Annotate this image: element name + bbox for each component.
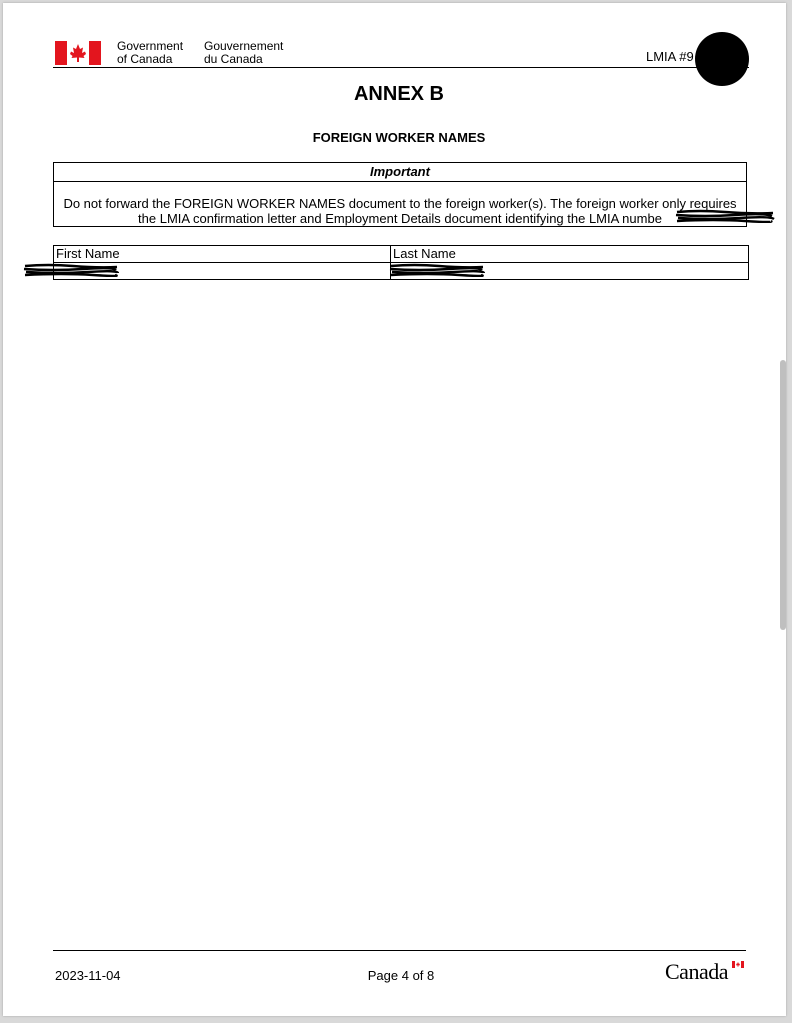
- government-of-canada-label: Government of Canada: [117, 39, 184, 66]
- canada-flag-icon: [55, 41, 101, 65]
- section-title: FOREIGN WORKER NAMES: [312, 130, 486, 145]
- gouvernement-du-canada-label: Gouvernement du Canada: [204, 39, 284, 66]
- table-header-row: [54, 246, 749, 263]
- document-page: [3, 3, 786, 1016]
- important-divider: [54, 181, 746, 182]
- lmia-number-label: LMIA #9: [646, 49, 694, 64]
- footer-page-number: Page 4 of 8: [367, 968, 435, 983]
- annex-title: ANNEX B: [353, 83, 444, 105]
- important-text: Do not forward the FOREIGN WORKER NAMES document to the foreign worker(s). The foreign worker only requires the LMIA confirmation letter and Employment Details document identifying the LMIA numbe: [63, 196, 737, 226]
- scrollbar-thumb[interactable]: [780, 360, 786, 630]
- important-heading: Important: [370, 164, 430, 179]
- redaction-circle: [695, 32, 749, 86]
- canada-wordmark: Canada: [665, 959, 728, 984]
- important-notice-box: [53, 162, 747, 227]
- header-divider: [53, 67, 749, 68]
- footer-date: 2023-11-04: [55, 968, 121, 983]
- wordmark-flag-icon: [732, 961, 744, 968]
- redaction-scribble-last-name: [389, 263, 485, 277]
- column-header-first-name: First Name: [54, 246, 391, 263]
- redaction-scribble-lmia: [675, 209, 775, 223]
- column-header-last-name: Last Name: [391, 246, 749, 263]
- footer-divider: [53, 950, 746, 951]
- redaction-scribble-first-name: [23, 263, 119, 277]
